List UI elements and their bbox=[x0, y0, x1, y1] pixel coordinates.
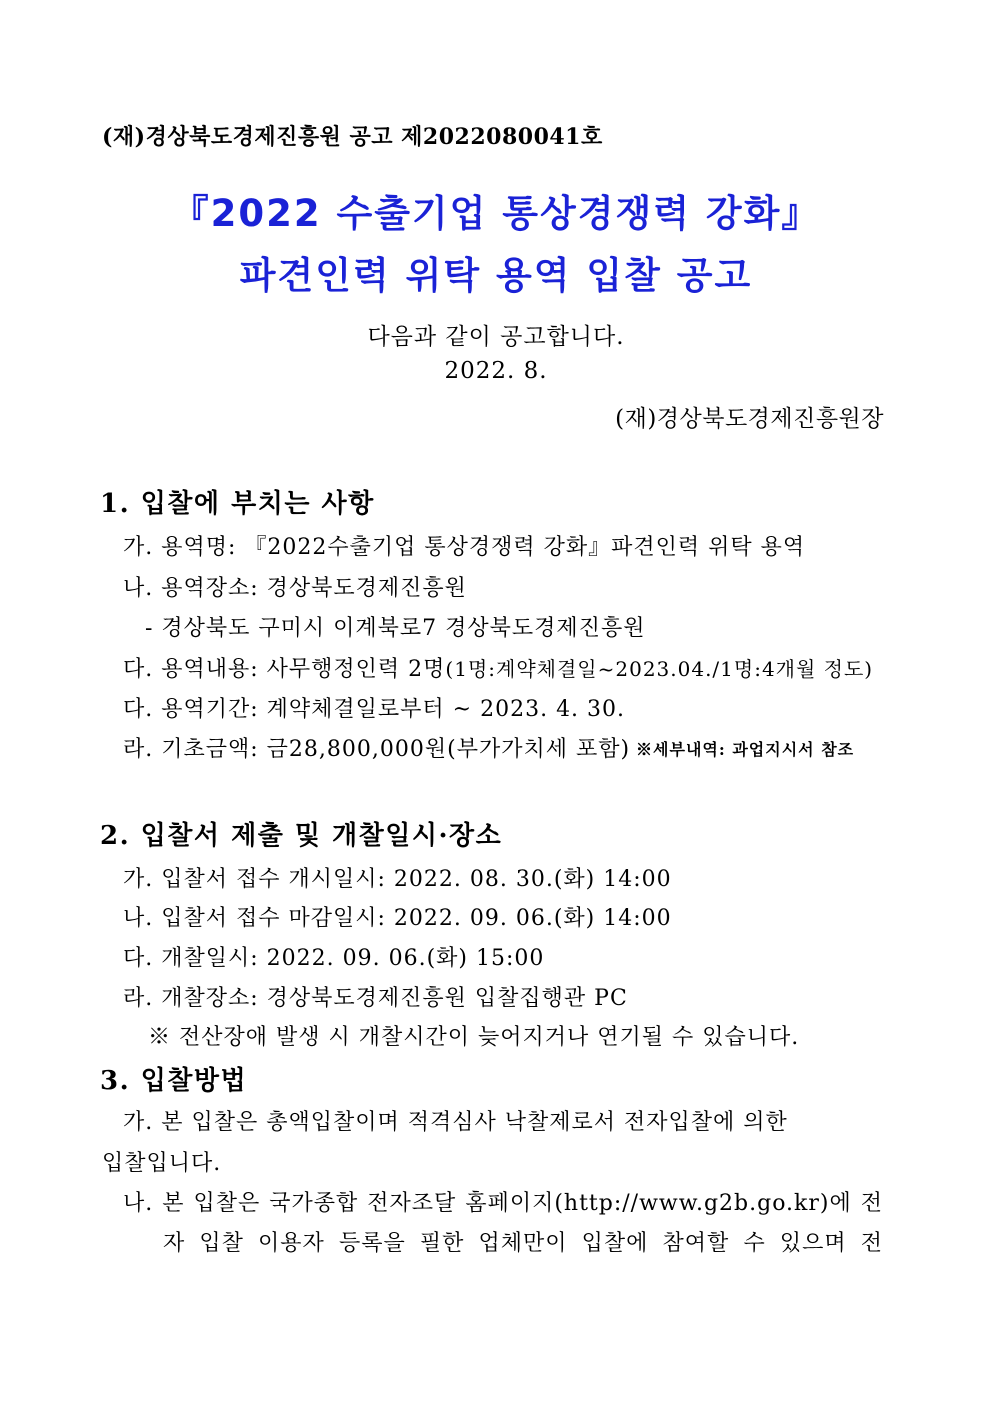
section3-item-registration: 나. 본 입찰은 국가종합 전자조달 홈페이지(http://www.g2b.go.kr)에 전 bbox=[123, 1191, 883, 1216]
section2-warning-note: ※ 전산장애 발생 시 개찰시간이 늦어지거나 연기될 수 있습니다. bbox=[148, 1025, 800, 1050]
section1-heading: 1. 입찰에 부치는 사항 bbox=[100, 489, 375, 519]
notice-date: 2022. 8. bbox=[444, 358, 548, 384]
section2-item-opening-time: 다. 개찰일시: 2022. 09. 06.(화) 15:00 bbox=[123, 946, 545, 971]
page-title-line2: 파견인력 위탁 용역 입찰 공고 bbox=[239, 254, 753, 297]
section1-item-content bbox=[123, 652, 873, 683]
base-amount-text: 라. 기초금액: 금28,800,000원(부가가치세 포함) bbox=[123, 737, 631, 762]
section2-item-close-time: 나. 입찰서 접수 마감일시: 2022. 09. 06.(화) 14:00 bbox=[123, 906, 672, 931]
section3-item-method: 가. 본 입찰은 총액입찰이며 적격심사 낙찰제로서 전자입찰에 의한 bbox=[123, 1110, 788, 1135]
section2-item-open-time: 가. 입찰서 접수 개시일시: 2022. 08. 30.(화) 14:00 bbox=[123, 867, 672, 892]
section3-item-method-cont: 입찰입니다. bbox=[102, 1151, 222, 1176]
content-detail: (1명:계약체결일~2023.04./1명:4개월 정도) bbox=[445, 657, 874, 681]
section1-item-period: 다. 용역기간: 계약체결일로부터 ~ 2023. 4. 30. bbox=[123, 697, 626, 722]
section1-item-location: 나. 용역장소: 경상북도경제진흥원 bbox=[123, 576, 467, 601]
section2-item-opening-place: 라. 개찰장소: 경상북도경제진흥원 입찰집행관 PC bbox=[123, 986, 628, 1011]
issuer-name: (재)경상북도경제진흥원장 bbox=[615, 406, 884, 432]
intro-text: 다음과 같이 공고합니다. bbox=[367, 324, 625, 350]
content-main: 다. 용역내용: 사무행정인력 2명 bbox=[123, 657, 446, 682]
section1-item-address: - 경상북도 구미시 이계북로7 경상북도경제진흥원 bbox=[145, 616, 646, 641]
page-title-line1: 『2022 수출기업 통상경쟁력 강화』 bbox=[171, 192, 821, 235]
section1-item-base-amount bbox=[123, 732, 854, 763]
detail-reference-note: ※세부내역: 과업지시서 참조 bbox=[636, 740, 855, 759]
section3-item-registration-cont: 자 입찰 이용자 등록을 필한 업체만이 입찰에 참여할 수 있으며 전 bbox=[163, 1231, 883, 1256]
section2-heading: 2. 입찰서 제출 및 개찰일시·장소 bbox=[100, 821, 503, 851]
notice-number: (재)경상북도경제진흥원 공고 제2022080041호 bbox=[102, 124, 603, 150]
section1-item-service-name: 가. 용역명: 『2022수출기업 통상경쟁력 강화』파견인력 위탁 용역 bbox=[123, 535, 806, 560]
section3-heading: 3. 입찰방법 bbox=[100, 1066, 248, 1096]
